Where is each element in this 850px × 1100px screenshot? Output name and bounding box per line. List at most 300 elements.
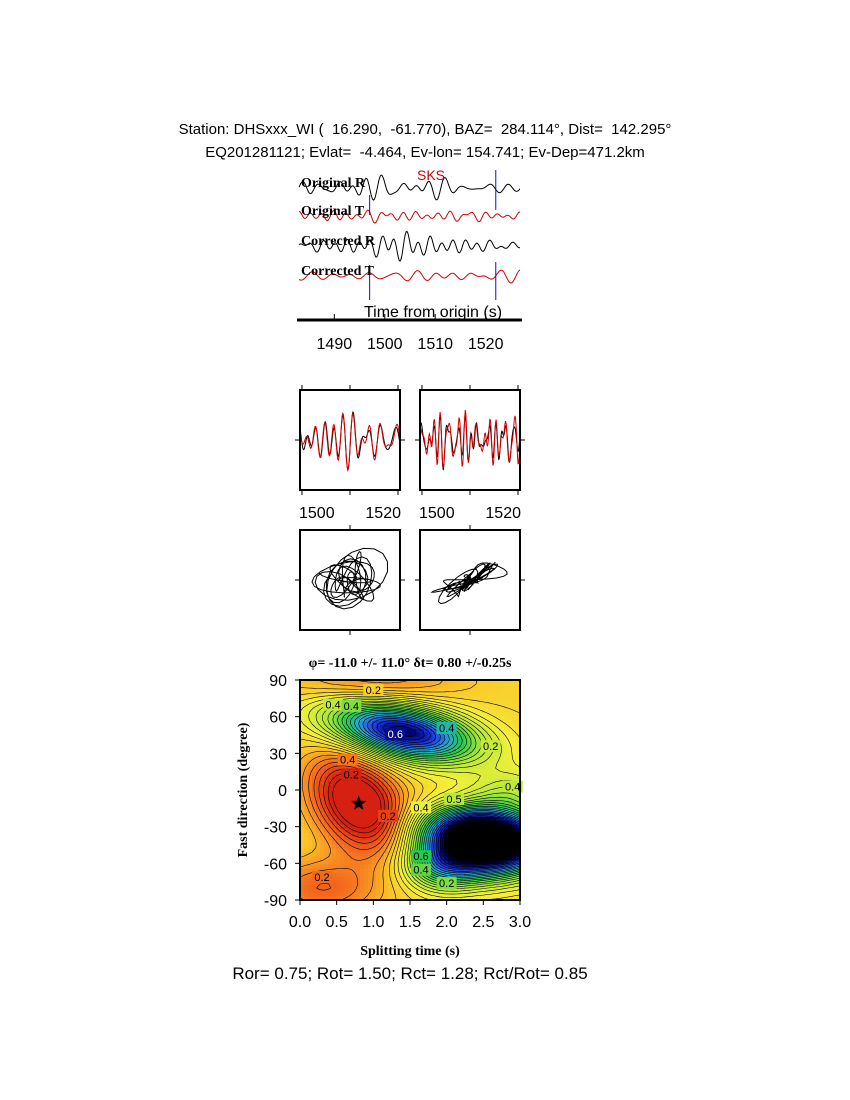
heatmap-cell [432,696,437,701]
heatmap-cell [332,692,337,697]
heatmap-cell [380,884,385,889]
heatmap-cell [308,856,313,861]
heatmap-cell [336,876,341,881]
heatmap-cell [484,852,489,857]
heatmap-cell [512,768,517,773]
heatmap-cell [304,892,309,897]
heatmap-cell [460,860,465,865]
heatmap-cell [408,796,413,801]
heatmap-cell [484,836,489,841]
heatmap-cell [352,812,357,817]
heatmap-cell [484,772,489,777]
heatmap-cell [392,696,397,701]
heatmap-cell [304,828,309,833]
heatmap-cell [388,872,393,877]
waveform-overlay-2 [420,410,520,470]
heatmap-cell [320,744,325,749]
heatmap-cell [496,712,501,717]
heatmap-cell [480,876,485,881]
heatmap-cell [496,796,501,801]
heatmap-cell [332,856,337,861]
heatmap-cell [496,772,501,777]
heatmap-cell [308,888,313,893]
heatmap-cell [316,792,321,797]
heatmap-cell [388,864,393,869]
heatmap-cell [492,852,497,857]
y-tick-label: 90 [269,673,287,690]
heatmap-cell [328,884,333,889]
heatmap-cell [452,688,457,693]
heatmap-cell [348,796,353,801]
heatmap-cell [324,892,329,897]
heatmap-cell [512,716,517,721]
heatmap-cell [340,788,345,793]
heatmap-cell [472,768,477,773]
heatmap-cell [488,832,493,837]
heatmap-cell [316,864,321,869]
contour-label: 0.6 [387,729,403,741]
heatmap-cell [484,764,489,769]
heatmap-cell [384,888,389,893]
heatmap-cell [488,852,493,857]
heatmap-cell [464,840,469,845]
heatmap-cell [468,776,473,781]
heatmap-cell [400,860,405,865]
heatmap-cell [352,892,357,897]
heatmap-cell [304,716,309,721]
heatmap-cell [468,868,473,873]
heatmap-cell [388,700,393,705]
heatmap-cell [476,768,481,773]
heatmap-cell [484,840,489,845]
heatmap-cell [436,776,441,781]
heatmap-cell [468,852,473,857]
heatmap-cell [356,864,361,869]
heatmap-cell [348,784,353,789]
heatmap-cell [368,880,373,885]
heatmap-cell [472,852,477,857]
heatmap-cell [372,796,377,801]
heatmap-cell [396,696,401,701]
heatmap-cell [484,824,489,829]
heatmap-cell [492,892,497,897]
heatmap-cell [460,848,465,853]
heatmap-cell [324,784,329,789]
particle-motion-panels [295,525,525,635]
heatmap-cell [308,688,313,693]
heatmap-cell [336,792,341,797]
heatmap-cell [372,816,377,821]
heatmap-cell [448,772,453,777]
heatmap-cell [504,748,509,753]
heatmap-cell [388,712,393,717]
heatmap-cell [400,796,405,801]
heatmap-cell [484,776,489,781]
heatmap-cell [332,872,337,877]
heatmap-cell [312,848,317,853]
heatmap-cell [472,832,477,837]
heatmap-cell [464,716,469,721]
heatmap-cell [476,848,481,853]
heatmap-cell [484,736,489,741]
heatmap-cell [512,736,517,741]
heatmap-cell [468,780,473,785]
heatmap-cell [340,812,345,817]
heatmap-cell [504,768,509,773]
heatmap-cell [484,688,489,693]
heatmap-cell [508,892,513,897]
heatmap-cell [484,760,489,765]
heatmap-cell [452,832,457,837]
heatmap-cell [468,832,473,837]
heatmap-cell [492,824,497,829]
heatmap-cell [376,784,381,789]
heatmap-cell [344,836,349,841]
heatmap-cell [356,880,361,885]
heatmap-cell [420,692,425,697]
heatmap-cell [332,852,337,857]
heatmap-cell [352,824,357,829]
heatmap-cell [452,684,457,689]
heatmap-cell [328,864,333,869]
heatmap-cell [500,760,505,765]
waveform-tick-label: 1500 [299,505,335,522]
heatmap-cell [372,724,377,729]
heatmap-cell [320,684,325,689]
heatmap-cell [484,828,489,833]
heatmap-cell [344,880,349,885]
heatmap-cell [464,892,469,897]
heatmap-cell [404,888,409,893]
heatmap-cell [312,828,317,833]
heatmap-cell [340,692,345,697]
heatmap-cell [400,716,405,721]
heatmap-cell [476,840,481,845]
heatmap-cell [348,888,353,893]
heatmap-cell [336,852,341,857]
heatmap-cell [332,860,337,865]
heatmap-cell [320,840,325,845]
heatmap-cell [492,792,497,797]
heatmap-cell [500,756,505,761]
heatmap-cell [324,852,329,857]
heatmap-cell [404,700,409,705]
heatmap-cell [376,876,381,881]
heatmap-cell [376,800,381,805]
heatmap-cell [496,692,501,697]
heatmap-cell [364,840,369,845]
heatmap-cell [512,728,517,733]
heatmap-cell [316,844,321,849]
heatmap-cell [484,768,489,773]
heatmap-cell [480,892,485,897]
trace-time-axis [297,314,522,353]
heatmap-cell [356,868,361,873]
heatmap-cell [380,712,385,717]
heatmap-cell [508,888,513,893]
heatmap-cell [508,688,513,693]
heatmap-cell [376,884,381,889]
heatmap-cell [360,860,365,865]
heatmap-cell [360,788,365,793]
heatmap-cell [408,892,413,897]
heatmap-cell [344,812,349,817]
heatmap-cell [444,764,449,769]
heatmap-cell [492,736,497,741]
heatmap-cell [500,796,505,801]
heatmap-cell [468,856,473,861]
trace-tick-label: 1490 [316,336,353,353]
heatmap-cell [340,864,345,869]
heatmap-cell [428,784,433,789]
heatmap-cell [484,848,489,853]
heatmap-cell [336,796,341,801]
contour-label: 0.2 [343,769,359,782]
heatmap-cell [448,696,453,701]
heatmap-cell [360,876,365,881]
heatmap-cell [452,836,457,841]
heatmap-cell [464,776,469,781]
heatmap-cell [344,872,349,877]
heatmap-cell [480,828,485,833]
heatmap-cell [324,864,329,869]
heatmap-cell [508,684,513,689]
heatmap-cell [452,788,457,793]
heatmap-cell [344,864,349,869]
heatmap-cell [504,852,509,857]
trace-tick-label: 1510 [417,336,454,353]
grid-search-x-axis-label: Splitting time (s) [360,944,460,959]
heatmap-cell [348,892,353,897]
heatmap-cell [484,692,489,697]
heatmap-cell [432,684,437,689]
heatmap-cell [364,860,369,865]
heatmap-cell [512,720,517,725]
heatmap-cell [476,856,481,861]
heatmap-cell [416,732,421,737]
heatmap-cell [304,748,309,753]
heatmap-cell [464,864,469,869]
heatmap-cell [492,784,497,789]
heatmap-cell [336,860,341,865]
heatmap-cell [492,776,497,781]
heatmap-cell [508,756,513,761]
heatmap-cell [488,824,493,829]
heatmap-cell [404,688,409,693]
heatmap-cell [344,860,349,865]
heatmap-cell [512,704,517,709]
heatmap-cell [400,800,405,805]
heatmap-cell [340,792,345,797]
heatmap-cell [372,860,377,865]
heatmap-cell [496,828,501,833]
heatmap-cell [308,736,313,741]
heatmap-cell [364,828,369,833]
heatmap-cell [400,884,405,889]
heatmap-cell [340,876,345,881]
waveform-overlay-1 [300,412,400,470]
heatmap-cell [352,720,357,725]
heatmap-cell [492,708,497,713]
particle-motion-path [312,548,388,609]
heatmap-cell [456,776,461,781]
heatmap-cell [372,848,377,853]
heatmap-cell [472,824,477,829]
trace-panel [297,167,522,353]
heatmap-cell [512,752,517,757]
heatmap-cell [472,840,477,845]
particle-motion-1 [312,548,388,609]
heatmap-cell [504,712,509,717]
heatmap-cell [340,872,345,877]
heatmap-cell [348,848,353,853]
heatmap-cell [416,752,421,757]
heatmap-cell [348,872,353,877]
heatmap-cell [460,692,465,697]
heatmap-cell [440,892,445,897]
heatmap-cell [364,888,369,893]
heatmap-cell [496,852,501,857]
heatmap-cell [476,684,481,689]
heatmap-cell [316,776,321,781]
heatmap-cell [384,712,389,717]
heatmap-cell [368,816,373,821]
heatmap-cell [352,788,357,793]
heatmap-cell [488,844,493,849]
heatmap-cell [456,876,461,881]
heatmap-cell [488,716,493,721]
heatmap-cell [420,780,425,785]
heatmap-cell [472,884,477,889]
heatmap-cell [488,688,493,693]
heatmap-cell [372,792,377,797]
heatmap-cell [408,704,413,709]
heatmap-cell [324,884,329,889]
heatmap-cell [308,792,313,797]
heatmap-cell [456,772,461,777]
heatmap-cell [320,884,325,889]
heatmap-cell [360,812,365,817]
heatmap-cell [488,692,493,697]
heatmap-cell [356,820,361,825]
heatmap-cell [484,844,489,849]
heatmap-cell [304,700,309,705]
heatmap-cell [384,876,389,881]
heatmap-cell [456,892,461,897]
heatmap-cell [456,836,461,841]
heatmap-cell [312,684,317,689]
heatmap-cell [364,880,369,885]
heatmap-cell [408,888,413,893]
heatmap-cell [512,692,517,697]
particle-motion-path [432,562,507,604]
heatmap-cell [444,892,449,897]
heatmap-cell [308,692,313,697]
heatmap-cell [488,700,493,705]
heatmap-cell [368,804,373,809]
heatmap-cell [364,852,369,857]
heatmap-cell [452,840,457,845]
heatmap-cell [464,852,469,857]
y-tick-label: -60 [263,856,287,874]
heatmap-cell [304,876,309,881]
heatmap-cell [360,892,365,897]
heatmap-cell [484,780,489,785]
heatmap-cell [500,832,505,837]
heatmap-cell [332,808,337,813]
heatmap-cell [320,780,325,785]
heatmap-cell [460,776,465,781]
heatmap-cell [372,888,377,893]
heatmap-cell [368,876,373,881]
heatmap-cell [452,868,457,873]
heatmap-cell [480,824,485,829]
heatmap-cell [508,772,513,777]
contour-label: 0.4 [413,802,429,815]
heatmap-cell [480,844,485,849]
heatmap-cell [488,684,493,689]
heatmap-cell [308,884,313,889]
contour-label: 0.2 [380,810,396,823]
heatmap-cell [504,700,509,705]
heatmap-cell [464,844,469,849]
heatmap-cell [488,764,493,769]
heatmap-cell [480,840,485,845]
heatmap-cell [316,852,321,857]
heatmap-cell [460,684,465,689]
heatmap-cell [464,868,469,873]
heatmap-cell [328,752,333,757]
heatmap-cell [316,840,321,845]
heatmap-cell [508,768,513,773]
heatmap-cell [316,788,321,793]
heatmap-cell [504,844,509,849]
heatmap-cell [344,848,349,853]
heatmap-cell [504,828,509,833]
heatmap-cell [384,684,389,689]
x-tick-label: 2.5 [472,914,495,931]
heatmap-cell [348,884,353,889]
grid-search-panel [236,656,531,959]
heatmap-cell [512,712,517,717]
contour-label: 0.4 [343,700,359,713]
heatmap-cell [304,840,309,845]
heatmap-cell [308,880,313,885]
heatmap-cell [492,836,497,841]
heatmap-cell [376,724,381,729]
heatmap-cell [480,688,485,693]
heatmap-cell [384,724,389,729]
heatmap-cell [400,892,405,897]
heatmap-cell [496,840,501,845]
heatmap-cell [340,884,345,889]
heatmap-cell [344,832,349,837]
heatmap-cell [508,844,513,849]
heatmap-cell [356,788,361,793]
heatmap-cell [336,856,341,861]
heatmap-cell [472,888,477,893]
heatmap-cell [452,692,457,697]
heatmap-cell [352,784,357,789]
heatmap-cell [364,864,369,869]
heatmap-cell [504,756,509,761]
heatmap-cell [352,864,357,869]
heatmap-cell [308,724,313,729]
heatmap-cell [324,736,329,741]
heatmap-cell [504,696,509,701]
heatmap-cell [388,868,393,873]
heatmap-cell [384,872,389,877]
